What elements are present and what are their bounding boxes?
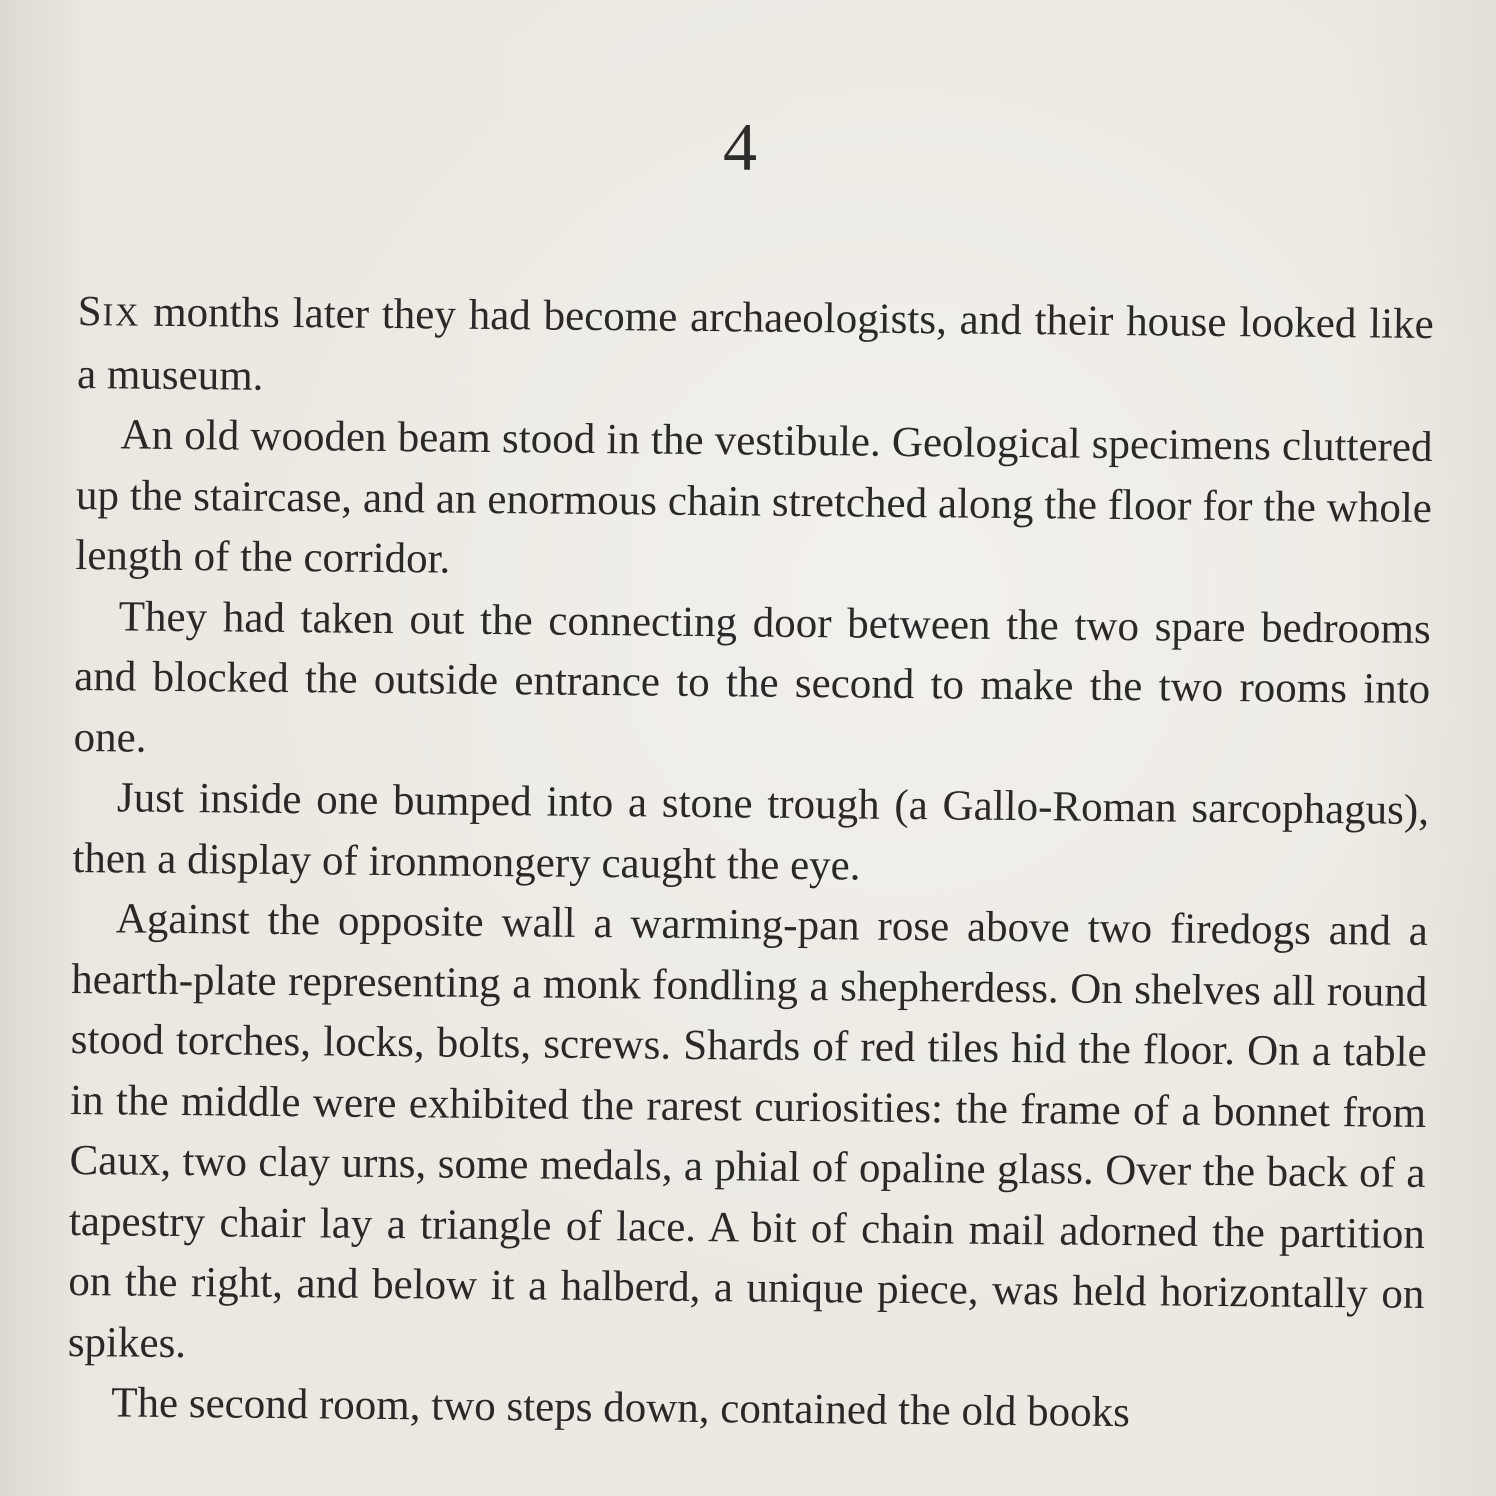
paragraph-4: Just inside one bumped into a stone trough (a Gallo-Roman sarcophagus), then a display of ironmongery caught the eye. [72,774,1430,890]
opening-smallcaps: IX [102,296,141,333]
chapter-body [67,282,1434,1446]
paragraph-3: They had taken out the connecting door between the two spare bedrooms and blocked the outside entrance to the second to make the two rooms into one. [73,592,1431,762]
paragraph-1 [77,282,1434,418]
paragraph-6: The second room, two steps down, contained the old books [111,1379,1131,1437]
opening-word [77,288,140,336]
paragraph-2: An old wooden beam stood in the vestibule. Geological specimens cluttered up the staircase, and an enormous chain stretched along the floor for the whole length of the corridor. [75,411,1433,583]
opening-initial: S [77,287,103,336]
paragraph-5: Against the opposite wall a warming-pan rose above two firedogs and a hearth-plate representing a monk fondling a shepherdess. On shelves all round stood torches, locks, bolts, screws. Shards of red tiles hid the floor. On a table in the middle were exhibited the rarest curiosities: the frame of a bonnet from Caux, two clay urns, some medals, a phial of opaline glass. Over the back of a tapestry chair lay a triangle of lace. A bit of chain mail adorned the partition on the right, and below it a halberd, a unique piece, was held horizontally on spikes. [67,895,1429,1367]
paragraph-1-text: months later they had become archaeologists, and their house looked like a museum. [76,288,1434,400]
chapter-number: 4 [723,109,757,185]
